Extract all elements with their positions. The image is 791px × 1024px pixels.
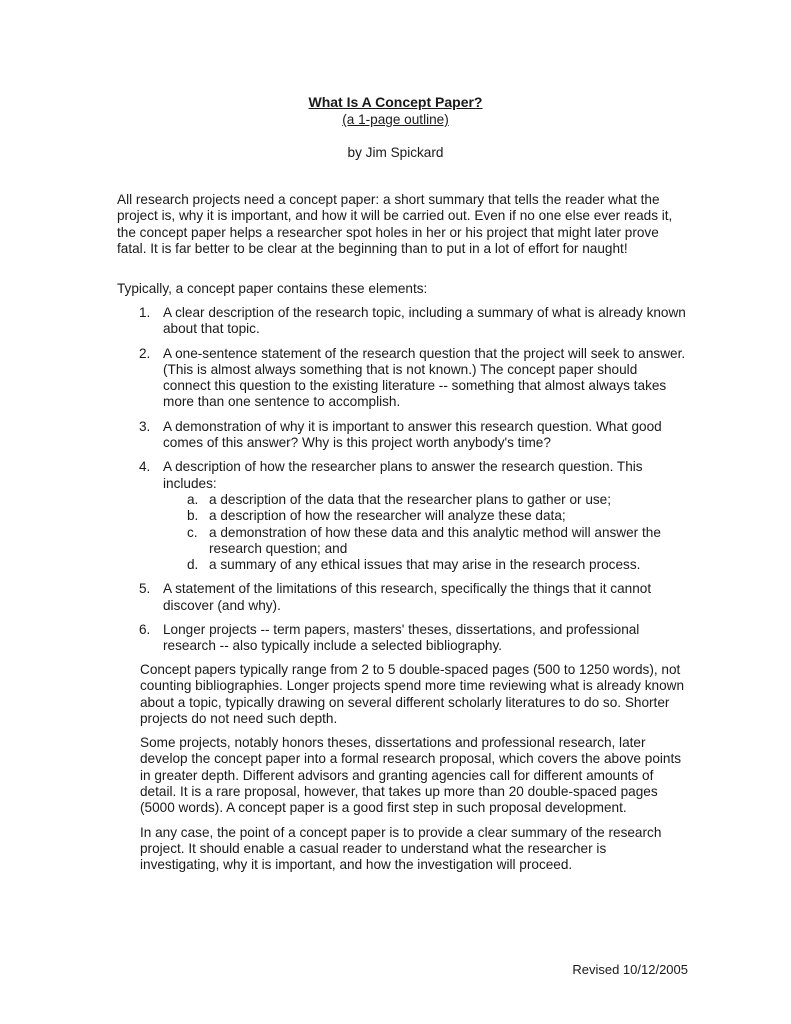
- closing-section: [140, 662, 688, 882]
- page-subtitle: (a 1-page outline): [342, 112, 449, 127]
- sub-list-item-text: a demonstration of how these data and this analytic method will answer the research question; and: [209, 524, 661, 556]
- list-number: 3.: [139, 418, 151, 434]
- list-item-text: Longer projects -- term papers, masters' theses, dissertations, and professional research -- also typically include a selected bibliography.: [163, 622, 640, 654]
- sub-list-item-text: a summary of any ethical issues that may arise in the research process.: [209, 557, 641, 573]
- closing-paragraph-length: Concept papers typically range from 2 to 5 double-spaced pages (500 to 1250 words), not counting bibliographies. Longer projects spend more time reviewing what is already known about a topic, typically drawing on several different scholarly literatures to do so. Shorter projects do not need such depth.: [140, 662, 685, 726]
- sub-list: [163, 492, 687, 573]
- list-number: 4.: [139, 459, 151, 475]
- list-item: [117, 622, 687, 655]
- sub-list-letter: b.: [187, 508, 199, 524]
- list-item-text: A description of how the researcher plans to answer the research question. This includes:: [163, 459, 643, 491]
- list-item-text: A demonstration of why it is important to answer this research question. What good comes of this answer? Why is this project worth anybody's time?: [163, 418, 662, 451]
- sub-list-item: [163, 525, 687, 558]
- sub-list-letter: d.: [187, 557, 199, 573]
- sub-list-item: [163, 492, 687, 508]
- sub-list-letter: a.: [187, 491, 199, 507]
- sub-list-letter: c.: [187, 524, 198, 540]
- closing-paragraph-summary: In any case, the point of a concept paper is to provide a clear summary of the research project. It should enable a casual reader to understand what the researcher is investigating, why it is important, and how the investigation will proceed.: [140, 824, 662, 873]
- sub-list-item: [163, 508, 687, 524]
- list-item-text: A statement of the limitations of this research, specifically the things that it cannot discover (and why).: [163, 581, 652, 613]
- sub-list-item: [163, 557, 687, 573]
- list-item: [117, 459, 687, 573]
- list-number: 2.: [139, 345, 151, 361]
- list-item-text: A one-sentence statement of the research question that the project will seek to answer. (This is almost always something that is not known.) The concept paper should connect this question to the existing literature -- something that almost always takes more than one sentence to accomplish.: [163, 345, 686, 410]
- sub-list-item-text: a description of how the researcher will analyze these data;: [209, 508, 566, 524]
- sub-list-item-text: a description of the data that the researcher plans to gather or use;: [209, 491, 612, 507]
- elements-lead-in: Typically, a concept paper contains these elements:: [117, 281, 428, 296]
- list-item: [117, 419, 687, 452]
- list-item: [117, 581, 687, 614]
- closing-paragraph-proposal: Some projects, notably honors theses, dissertations and professional research, later develop the concept paper into a formal research proposal, which covers the above points in greater depth. Different advisors and granting agencies call for different amounts of detail. It is a rare proposal, however, that takes up more than 20 double-spaced pages (5000 words). A concept paper is a good first step in such proposal development.: [140, 735, 682, 816]
- author-line: by Jim Spickard: [347, 145, 444, 160]
- list-item: [117, 346, 687, 411]
- list-number: 6.: [139, 622, 151, 638]
- page-title: What Is A Concept Paper?: [308, 94, 483, 110]
- list-item-text: A clear description of the research topic, including a summary of what is already known about that topic.: [163, 305, 686, 337]
- revised-date: Revised 10/12/2005: [572, 962, 688, 977]
- list-number: 1.: [139, 305, 151, 320]
- intro-paragraph: All research projects need a concept paper: a short summary that tells the reader what the project is, why it is important, and how it will be carried out. Even if no one else ever reads it, the concept paper helps a researcher spot holes in her or his project that might later prove fatal. It is far better to be clear at the beginning than to put in a lot of effort for naught!: [117, 192, 673, 256]
- list-item: [117, 305, 687, 338]
- elements-list: [117, 305, 687, 663]
- list-number: 5.: [139, 581, 151, 597]
